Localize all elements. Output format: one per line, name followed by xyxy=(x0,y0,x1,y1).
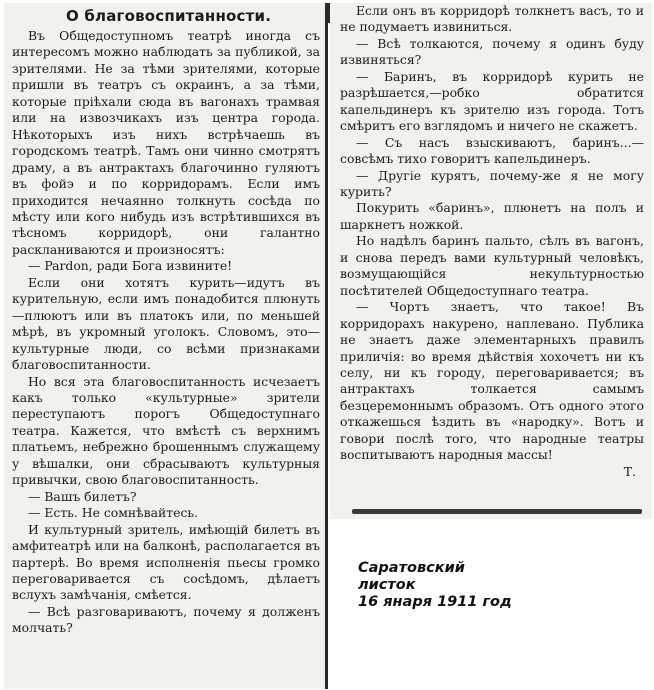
article-paragraph: И культурный зритель, имѣющій билетъ въ амфитеатрѣ или на балконѣ, располагается въ партерѣ. Во время исполненія пьесы громко переговаривается съ сосѣдомъ, дѣлаетъ вслухъ замѣчанія, смѣется. xyxy=(12,521,320,603)
article-paragraph: Но надѣлъ баринъ пальто, сѣлъ въ вагонъ, и снова передъ вами культурный человѣкъ, возмущающійся некультурностью посѣтителей Общедоступнаго театра. xyxy=(340,233,644,298)
article-paragraph: — Вашъ билетъ? xyxy=(28,488,137,504)
caption-newspaper-cont: листок xyxy=(358,577,416,593)
article-column-left xyxy=(4,3,326,689)
article-paragraph: — Всѣ разговариваютъ, почему я долженъ молчать? xyxy=(12,603,320,636)
article-end-rule xyxy=(352,509,642,514)
article-title: О благовоспитанности. xyxy=(66,7,272,25)
article-paragraph: — Съ насъ взыскиваютъ, баринъ...—совсѣмъ тихо говоритъ капельдинеръ. xyxy=(340,134,644,167)
article-paragraph: Но вся эта благовоспитанность исчезаетъ какъ только «культурные» зрители переступаютъ порогъ Общедоступнаго театра. Кажется, что вмѣстѣ съ верхнимъ платьемъ, небрежно брошеннымъ служащему у вѣшалки, они сбрасываютъ культурныя привычки, свою благовоспитанность. xyxy=(12,373,320,488)
article-paragraph: — Есть. Не сомнѣвайтесь. xyxy=(28,505,199,521)
article-paragraph: — Чортъ знаетъ, что такое! Въ корридорахъ накурено, наплевано. Публика не знаетъ даже элементарныхъ правилъ приличія: во время дѣйствія хохочетъ ни къ селу, ни къ городу, переговаривается; въ антрактахъ толкается самымъ безцеремоннымъ образомъ. Отъ одного этого откажешься ѣздить въ «народку». Вотъ и говори послѣ того, что народные театры воспитываютъ народныя массы! xyxy=(340,299,644,463)
article-paragraph: — Всѣ толкаются, почему я одинъ буду извиняться? xyxy=(340,35,644,68)
article-signature: Т. xyxy=(623,463,636,479)
article-column-right xyxy=(330,3,652,519)
article-paragraph: Въ Общедоступномъ театрѣ иногда съ интересомъ можно наблюдать за публикой, за зрителями. Не за тѣми зрителями, которые пришли въ театръ съ окраинъ, а за тѣми, которые пріѣхали сюда въ вагонахъ трамвая или на извозчикахъ изъ центра города. Нѣкоторыхъ изъ нихъ встрѣчаешь въ городскомъ театрѣ. Тамъ они чинно смотрятъ драму, а въ антрактахъ благочинно гуляютъ въ фойэ и по корридорамъ. Если имъ приходится нечаянно толкнуть сосѣда по мѣсту или кого нибудь изъ встрѣтившихся въ тѣсномъ корридорѣ, они галантно раскланиваются и произносятъ: xyxy=(12,28,320,257)
caption-newspaper: Саратовский xyxy=(358,560,465,576)
article-paragraph: — Pardon, ради Бога извините! xyxy=(28,258,233,274)
article-paragraph: — Баринъ, въ корридорѣ курить не разрѣшается,—робко обратится капельдинеръ къ зрителю изъ города. Тотъ смѣритъ его взглядомъ и ничего не скажетъ. xyxy=(340,68,644,134)
article-paragraph: Если они хотятъ курить—идутъ въ курительную, если имъ понадобится плюнуть—плюютъ или въ платокъ или, по меньшей мѣрѣ, въ укромный уголокъ. Словомъ, это—культурные люди, со всѣми признаками благовоспитанности. xyxy=(12,274,320,373)
article-paragraph: Покурить «баринъ», плюнетъ на полъ и шаркнетъ ножкой. xyxy=(340,200,644,232)
article-paragraph: — Другіе курятъ, почему-же я не могу курить? xyxy=(340,167,644,199)
source-caption xyxy=(358,560,588,611)
caption-date: 16 янаря 1911 год xyxy=(358,594,512,610)
column-divider xyxy=(325,3,328,689)
article-paragraph: Если онъ въ корридорѣ толкнетъ васъ, то и не подумаетъ извиниться. xyxy=(340,3,644,35)
